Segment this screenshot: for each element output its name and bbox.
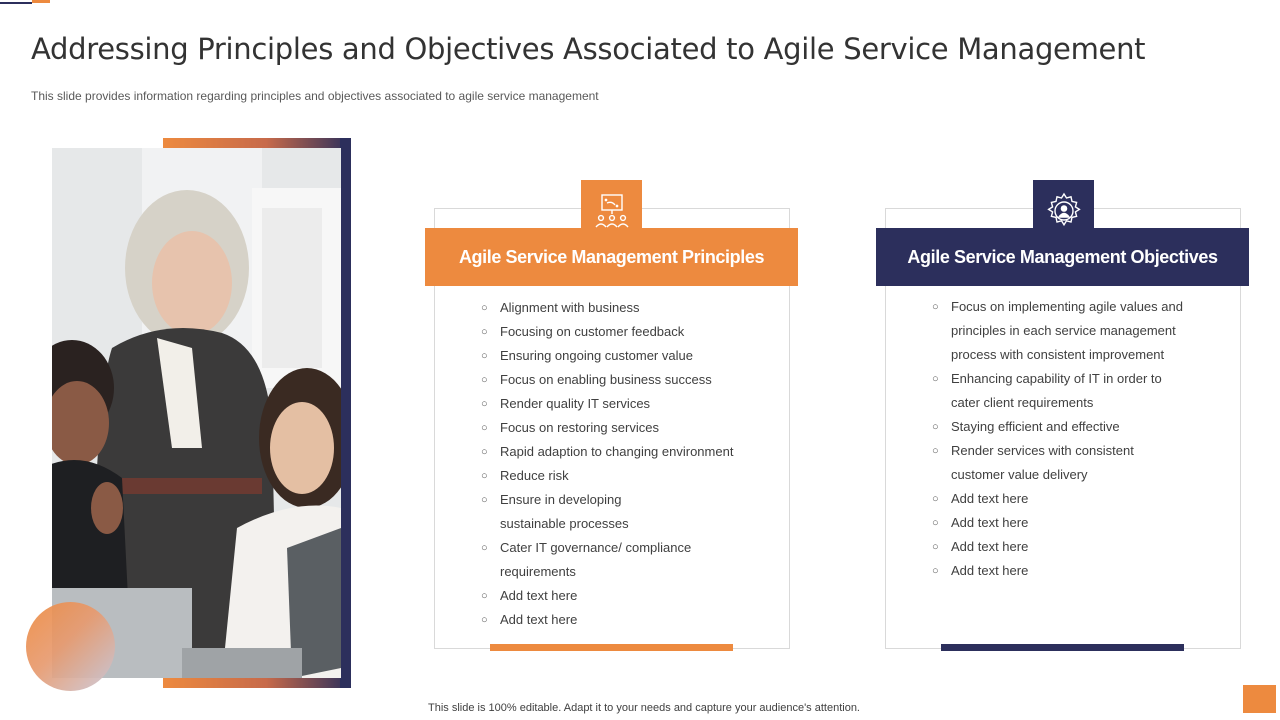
- list-item: ○ Rapid adaption to changing environment: [481, 440, 761, 464]
- list-item: ○ Staying efficient and effective: [932, 415, 1202, 439]
- strategy-presentation-icon: [581, 180, 642, 241]
- list-item: ○ Render services with consistent customer value delivery: [932, 439, 1147, 487]
- bullet-circle-icon: ○: [481, 350, 488, 362]
- bullet-circle-icon: ○: [481, 446, 488, 458]
- gear-user-icon: [1033, 180, 1094, 241]
- objectives-heading: Agile Service Management Objectives: [876, 228, 1249, 286]
- bullet-circle-icon: ○: [481, 398, 488, 410]
- bullet-circle-icon: ○: [932, 541, 939, 553]
- bullet-circle-icon: ○: [481, 374, 488, 386]
- bullet-circle-icon: ○: [481, 590, 488, 602]
- principles-list: [481, 296, 761, 632]
- principles-heading: Agile Service Management Principles: [425, 228, 798, 286]
- photo-frame-navy-edge: [340, 138, 351, 688]
- bullet-circle-icon: ○: [481, 542, 488, 554]
- list-item: ○ Ensuring ongoing customer value: [481, 344, 761, 368]
- list-item: ○ Alignment with business: [481, 296, 761, 320]
- corner-accent-square: [1243, 685, 1276, 713]
- list-item: ○ Add text here: [481, 584, 761, 608]
- list-item: ○ Add text here: [932, 535, 1202, 559]
- objectives-card-bottom-bar: [941, 644, 1184, 651]
- list-item: ○ Add text here: [932, 559, 1202, 583]
- bullet-circle-icon: ○: [932, 445, 939, 457]
- bullet-circle-icon: ○: [932, 421, 939, 433]
- list-item: ○ Cater IT governance/ compliance requirements: [481, 536, 731, 584]
- decorative-gradient-circle: [26, 602, 115, 691]
- list-item: ○ Add text here: [932, 487, 1202, 511]
- list-item: ○ Render quality IT services: [481, 392, 761, 416]
- objectives-list: [932, 295, 1202, 583]
- bullet-circle-icon: ○: [932, 565, 939, 577]
- list-item: ○ Focus on implementing agile values and principles in each service management process with consistent improvement: [932, 295, 1194, 367]
- team-photo: [52, 148, 341, 678]
- top-accent-line-orange: [32, 0, 50, 3]
- list-item: ○ Enhancing capability of IT in order to cater client requirements: [932, 367, 1177, 415]
- list-item: ○ Ensure in developing sustainable processes: [481, 488, 661, 536]
- bullet-circle-icon: ○: [932, 517, 939, 529]
- bullet-circle-icon: ○: [932, 493, 939, 505]
- page-subtitle: This slide provides information regarding principles and objectives associated to agile service management: [31, 89, 599, 103]
- list-item: ○ Focus on restoring services: [481, 416, 761, 440]
- bullet-circle-icon: ○: [481, 470, 488, 482]
- list-item: ○ Add text here: [932, 511, 1202, 535]
- bullet-circle-icon: ○: [481, 422, 488, 434]
- list-item: ○ Add text here: [481, 608, 761, 632]
- page-title: Addressing Principles and Objectives Associated to Agile Service Management: [31, 32, 1146, 66]
- list-item: ○ Focus on enabling business success: [481, 368, 761, 392]
- top-accent-line: [0, 2, 32, 4]
- footer-note: This slide is 100% editable. Adapt it to your needs and capture your audience's attention.: [428, 702, 860, 714]
- bullet-circle-icon: ○: [481, 614, 488, 626]
- list-item: ○ Reduce risk: [481, 464, 761, 488]
- bullet-circle-icon: ○: [481, 494, 488, 506]
- bullet-circle-icon: ○: [932, 373, 939, 385]
- list-item: ○ Focusing on customer feedback: [481, 320, 761, 344]
- bullet-circle-icon: ○: [932, 301, 939, 313]
- bullet-circle-icon: ○: [481, 302, 488, 314]
- bullet-circle-icon: ○: [481, 326, 488, 338]
- principles-card-bottom-bar: [490, 644, 733, 651]
